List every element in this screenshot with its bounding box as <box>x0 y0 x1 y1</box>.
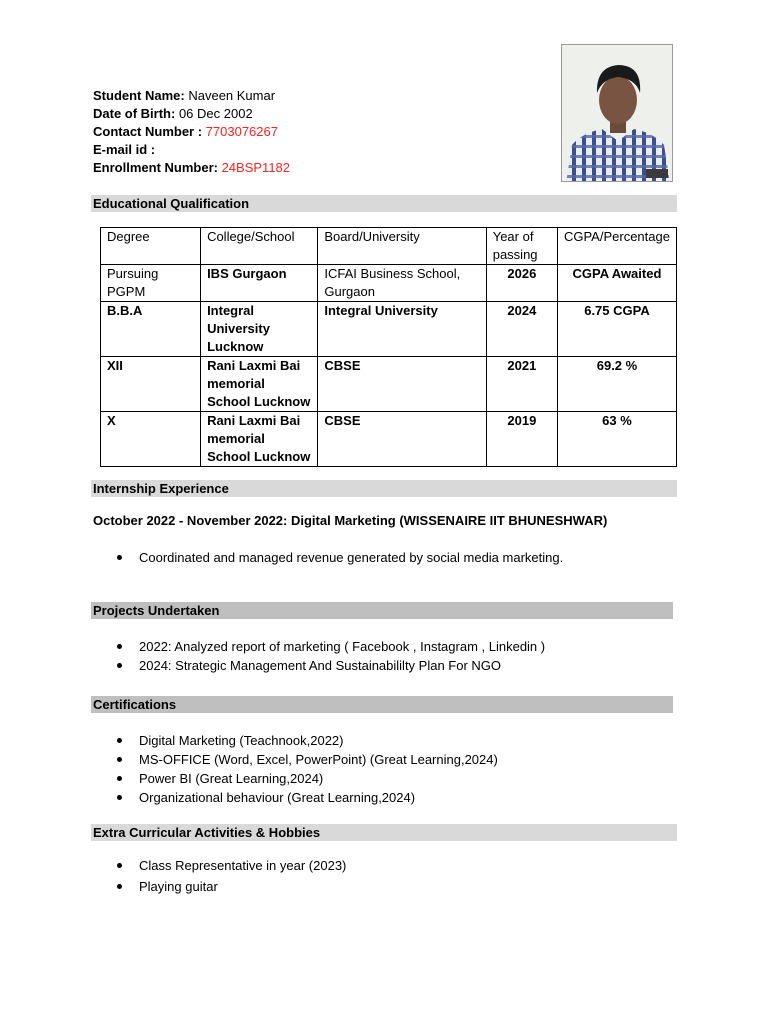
dob-label: Date of Birth: <box>93 106 176 121</box>
table-row <box>101 412 677 467</box>
extra-list <box>93 856 346 896</box>
email-label: E-mail id : <box>93 142 156 157</box>
internship-heading: October 2022 - November 2022: Digital Marketing (WISSENAIRE IIT BHUNESHWAR) <box>93 513 608 528</box>
table-row <box>101 302 677 357</box>
list-item: 2024: Strategic Management And Sustainabililty Plan For NGO <box>93 656 545 675</box>
header-board: Board/University <box>318 228 486 265</box>
header-degree: Degree <box>101 228 201 265</box>
cell-cgpa: CGPA Awaited <box>557 265 676 302</box>
person-photo-icon <box>562 45 673 182</box>
enrollment-label: Enrollment Number: <box>93 160 222 175</box>
student-name-row <box>93 87 290 105</box>
profile-photo <box>561 44 673 182</box>
cell-year: 2026 <box>486 265 557 302</box>
dob-row <box>93 105 290 123</box>
internship-list <box>93 548 563 567</box>
cell-degree: XII <box>101 357 201 412</box>
contact-value: 7703076267 <box>205 124 278 139</box>
cell-board: ICFAI Business School, Gurgaon <box>318 265 486 302</box>
cell-board: CBSE <box>318 357 486 412</box>
dob-value: 06 Dec 2002 <box>175 106 253 121</box>
cell-degree: Pursuing PGPM <box>101 265 201 302</box>
header-year: Year of passing <box>486 228 557 265</box>
student-name-value: Naveen Kumar <box>184 88 276 103</box>
projects-section-header: Projects Undertaken <box>91 602 673 619</box>
certifications-section-header: Certifications <box>91 696 673 713</box>
cell-board: CBSE <box>318 412 486 467</box>
list-item: Coordinated and managed revenue generated by social media marketing. <box>93 548 563 567</box>
table-header-row <box>101 228 677 265</box>
enrollment-row <box>93 159 290 177</box>
projects-list <box>93 637 545 675</box>
table-row <box>101 357 677 412</box>
header-cgpa: CGPA/Percentage <box>557 228 676 265</box>
education-section-header: Educational Qualification <box>91 195 677 212</box>
internship-section-header: Internship Experience <box>91 480 677 497</box>
contact-row <box>93 123 290 141</box>
contact-label: Contact Number : <box>93 124 206 139</box>
cell-degree: B.B.A <box>101 302 201 357</box>
enrollment-value: 24BSP1182 <box>221 160 291 175</box>
student-info <box>93 87 290 177</box>
email-row <box>93 141 290 159</box>
cell-cgpa: 6.75 CGPA <box>557 302 676 357</box>
list-item: Power BI (Great Learning,2024) <box>93 769 498 788</box>
header-college: College/School <box>201 228 318 265</box>
cell-degree: X <box>101 412 201 467</box>
cell-college: Integral University Lucknow <box>201 302 318 357</box>
cell-board: Integral University <box>318 302 486 357</box>
list-item: 2022: Analyzed report of marketing ( Facebook , Instagram , Linkedin ) <box>93 637 545 656</box>
education-table <box>100 227 677 467</box>
certifications-list <box>93 731 498 807</box>
list-item: Playing guitar <box>93 877 346 896</box>
cell-cgpa: 69.2 % <box>557 357 676 412</box>
list-item: MS-OFFICE (Word, Excel, PowerPoint) (Great Learning,2024) <box>93 750 498 769</box>
cell-year: 2021 <box>486 357 557 412</box>
table-row <box>101 265 677 302</box>
list-item: Class Representative in year (2023) <box>93 856 346 875</box>
cell-cgpa: 63 % <box>557 412 676 467</box>
extra-section-header: Extra Curricular Activities & Hobbies <box>91 824 677 841</box>
student-name-label: Student Name: <box>93 88 185 103</box>
cell-college: Rani Laxmi Bai memorial School Lucknow <box>201 357 318 412</box>
cell-year: 2024 <box>486 302 557 357</box>
list-item: Organizational behaviour (Great Learning,2024) <box>93 788 498 807</box>
cell-college: IBS Gurgaon <box>201 265 318 302</box>
list-item: Digital Marketing (Teachnook,2022) <box>93 731 498 750</box>
cell-year: 2019 <box>486 412 557 467</box>
cell-college: Rani Laxmi Bai memorial School Lucknow <box>201 412 318 467</box>
